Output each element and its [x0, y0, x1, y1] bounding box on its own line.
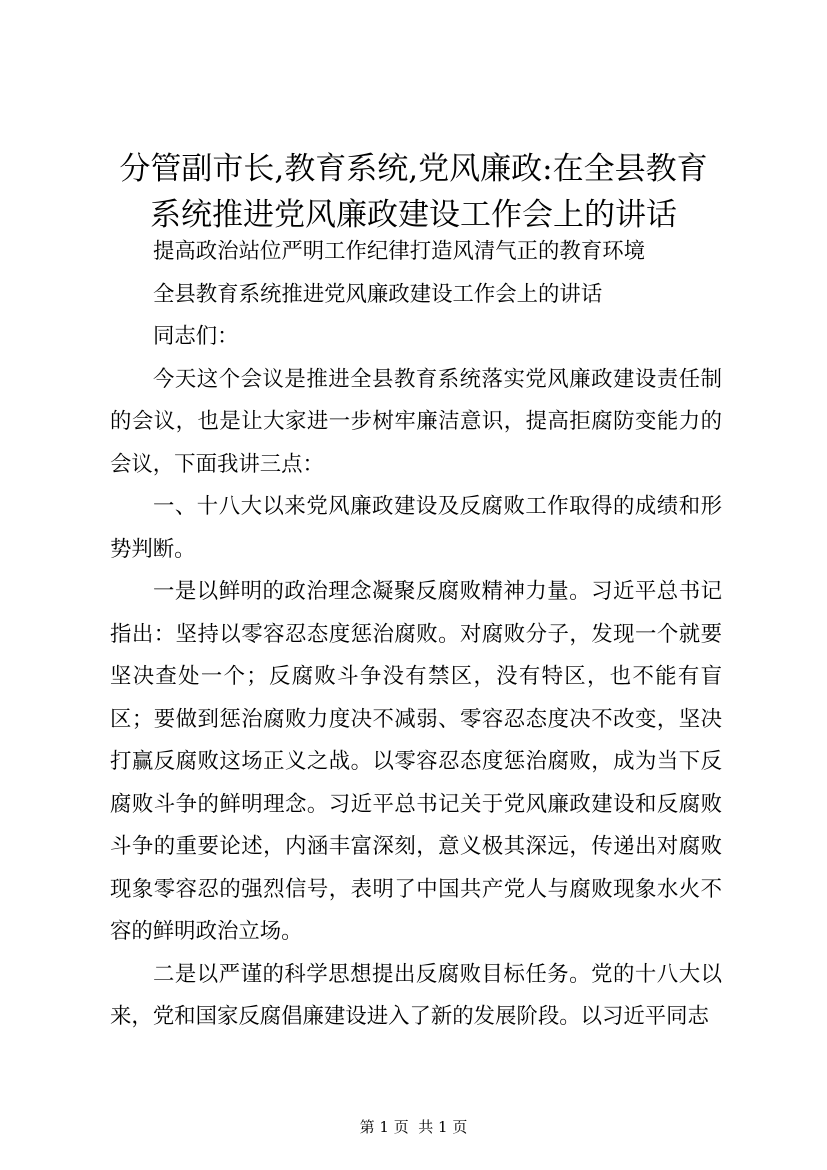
- document-title: [60, 146, 767, 238]
- paragraph: 一是以鲜明的政治理念凝聚反腐败精神力量。习近平总书记指出：坚持以零容忍态度惩治腐败。对腐败分子，发现一个就要坚决查处一个；反腐败斗争没有禁区，没有特区，也不能有盲区；要做到惩治腐败力度决不减弱、零容忍态度决不改变，坚决打赢反腐败这场正义之战。以零容忍态度惩治腐败，成为当下反腐败斗争的鲜明理念。习近平总书记关于党风廉政建设和反腐败斗争的重要论述，内涵丰富深刻，意义极其深远，传递出对腐败现象零容忍的强烈信号，表明了中国共产党人与腐败现象水火不容的鲜明政治立场。: [110, 579, 722, 944]
- title-line-1: 分管副市长,教育系统,党风廉政:在全县教育: [119, 151, 708, 187]
- paragraph: 二是以严谨的科学思想提出反腐败目标任务。党的十八大以来，党和国家反腐倡廉建设进入了新的发展阶段。以习近平同志: [110, 961, 722, 1029]
- subtitle-2: 全县教育系统推进党风廉政建设工作会上的讲话: [153, 281, 603, 307]
- document-body: [110, 231, 722, 1039]
- page-number-label: 第 1 页 共 1 页: [359, 1118, 468, 1136]
- paragraph: 一、十八大以来党风廉政建设及反腐败工作取得的成绩和形势判断。: [110, 494, 722, 562]
- paragraph: 今天这个会议是推进全县教育系统落实党风廉政建设责任制的会议，也是让大家进一步树牢廉洁意识，提高拒腐防变能力的会议，下面我讲三点：: [110, 366, 722, 477]
- title-line-2: 系统推进党风廉政建设工作会上的讲话: [150, 197, 677, 233]
- subtitle: 提高政治站位严明工作纪律打造风清气正的教育环境: [153, 239, 645, 264]
- page-footer: [0, 1117, 827, 1137]
- salutation: 同志们：: [153, 324, 239, 349]
